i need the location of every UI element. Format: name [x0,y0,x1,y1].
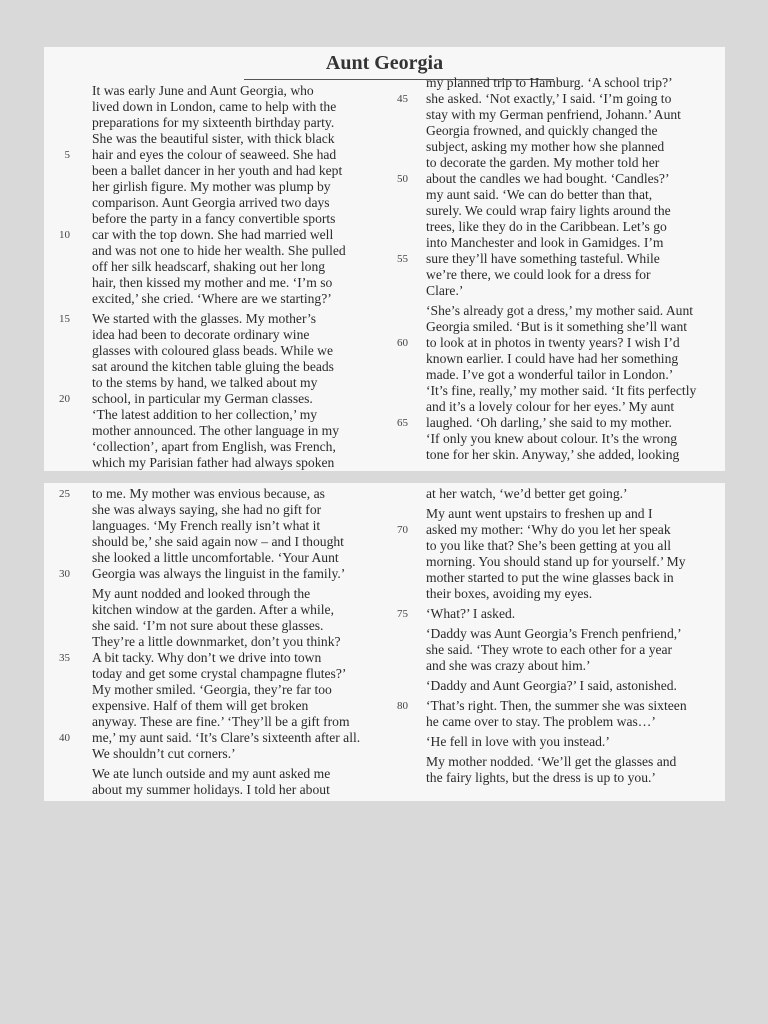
line-number: 45 [397,93,408,105]
text-line: to me. My mother was envious because, as [92,486,325,501]
line-number: 75 [397,608,408,620]
text-line: My mother smiled. ‘Georgia, they’re far too [92,682,332,697]
page-section-top [44,47,725,471]
text-line: she looked a little uncomfortable. ‘Your Aunt [92,550,339,565]
text-line: sat around the kitchen table gluing the beads [92,359,334,374]
text-line: lived down in London, came to help with the [92,99,337,114]
text-line: A bit tacky. Why don’t we drive into town [92,650,322,665]
text-line: mother started to put the wine glasses back in [426,570,674,585]
text-line: my planned trip to Hamburg. ‘A school trip?’ [426,75,673,90]
text-line: should be,’ she said again now – and I thought [92,534,344,549]
text-line: and it’s a lovely colour for her eyes.’ My aunt [426,399,675,414]
text-line: tone for her skin. Anyway,’ she added, looking [426,447,680,462]
text-line: he came over to stay. The problem was…’ [426,714,656,729]
text-line: me,’ my aunt said. ‘It’s Clare’s sixteenth after all. [92,730,361,745]
text-line: before the party in a fancy convertible sports [92,211,336,226]
text-line: at her watch, ‘we’d better get going.’ [426,486,628,501]
text-line: It was early June and Aunt Georgia, who [92,83,314,98]
page-section-bottom [44,483,725,801]
text-line: ‘Daddy and Aunt Georgia?’ I said, astonished. [426,678,677,693]
text-line: she was always saying, she had no gift for [92,502,322,517]
text-line: excited,’ she cried. ‘Where are we starting?’ [92,291,332,306]
line-number: 65 [397,417,408,429]
text-line: languages. ‘My French really isn’t what it [92,518,321,533]
text-line: about the candles we had bought. ‘Candles?’ [426,171,670,186]
text-line: and she was crazy about him.’ [426,658,591,673]
line-number: 20 [59,393,70,405]
text-line: My aunt nodded and looked through the [92,586,311,601]
text-line: ‘What?’ I asked. [426,606,516,621]
text-line: we’re there, we could look for a dress for [426,267,651,282]
text-line: We shouldn’t cut corners.’ [92,746,236,761]
line-number: 60 [397,337,408,349]
text-line: Clare.’ [426,283,464,298]
text-line: Georgia smiled. ‘But is it something she’ll want [426,319,688,334]
text-line: We ate lunch outside and my aunt asked me [92,766,331,781]
text-line: expensive. Half of them will get broken [92,698,309,713]
text-line: to you like that? She’s been getting at you all [426,538,672,553]
text-line: about my summer holidays. I told her about [92,782,330,797]
text-line: hair and eyes the colour of seaweed. She had [92,147,337,162]
line-number: 55 [397,253,408,265]
line-number: 70 [397,524,408,536]
line-number: 15 [59,313,70,325]
line-number: 25 [59,488,70,500]
text-line: kitchen window at the garden. After a while, [92,602,334,617]
text-line: ‘It’s fine, really,’ my mother said. ‘It fits perfectly [426,383,697,398]
text-line: Georgia was always the linguist in the family.’ [92,566,346,581]
text-line: ‘collection’, apart from English, was French, [92,439,336,454]
line-number: 35 [59,652,70,664]
text-line: to look at in photos in twenty years? I wish I’d [426,335,680,350]
text-line: which my Parisian father had always spoken [92,455,335,470]
text-line: my aunt said. ‘We can do better than that, [426,187,653,202]
text-line: We started with the glasses. My mother’s [92,311,317,326]
text-line: today and get some crystal champagne flutes?’ [92,666,347,681]
line-number: 40 [59,732,70,744]
text-line: school, in particular my German classes. [92,391,313,406]
text-line: her girlish figure. My mother was plump by [92,179,331,194]
text-line: subject, asking my mother how she planned [426,139,665,154]
text-line: to the stems by hand, we talked about my [92,375,318,390]
text-line: hair, then kissed my mother and me. ‘I’m so [92,275,333,290]
text-line: she said. ‘I’m not sure about these glasses. [92,618,324,633]
text-line: car with the top down. She had married well [92,227,334,242]
text-line: ‘She’s already got a dress,’ my mother said. Aunt [426,303,694,318]
text-line: laughed. ‘Oh darling,’ she said to my mother. [426,415,672,430]
text-line: My mother nodded. ‘We’ll get the glasses and [426,754,677,769]
page-title: Aunt Georgia [325,52,444,74]
text-line: the fairy lights, but the dress is up to you.’ [426,770,656,785]
text-line: comparison. Aunt Georgia arrived two days [92,195,330,210]
text-line: She was the beautiful sister, with thick black [92,131,335,146]
text-line: My aunt went upstairs to freshen up and I [426,506,653,521]
text-line: morning. You should stand up for yourself.’ My [426,554,686,569]
text-line: sure they’ll have something tasteful. While [426,251,660,266]
text-line: trees, like they do in the Caribbean. Let’s go [426,219,667,234]
text-line: surely. We could wrap fairy lights around the [426,203,671,218]
text-line: ‘That’s right. Then, the summer she was sixteen [426,698,687,713]
line-number: 5 [64,149,70,161]
text-line: she asked. ‘Not exactly,’ I said. ‘I’m going to [426,91,672,106]
text-line: glasses with coloured glass beads. While we [92,343,333,358]
line-number: 50 [397,173,408,185]
text-line: anyway. These are fine.’ ‘They’ll be a gift from [92,714,350,729]
text-line: she said. ‘They wrote to each other for a year [426,642,673,657]
text-line: Georgia frowned, and quickly changed the [426,123,658,138]
text-line: into Manchester and look in Gamidges. I’m [426,235,664,250]
text-line: made. I’ve got a wonderful tailor in London.’ [426,367,674,382]
text-line: mother announced. The other language in my [92,423,340,438]
text-line: asked my mother: ‘Why do you let her speak [426,522,671,537]
text-line: off her silk headscarf, shaking out her long [92,259,326,274]
text-line: preparations for my sixteenth birthday party. [92,115,335,130]
text-line: ‘Daddy was Aunt Georgia’s French penfriend,’ [426,626,682,641]
text-line: their boxes, avoiding my eyes. [426,586,593,601]
text-line: been a ballet dancer in her youth and had kept [92,163,343,178]
line-number: 10 [59,229,70,241]
text-line: stay with my German penfriend, Johann.’ Aunt [426,107,681,122]
text-line: ‘He fell in love with you instead.’ [426,734,610,749]
text-line: and was not one to hide her wealth. She pulled [92,243,346,258]
line-number: 30 [59,568,70,580]
line-number: 80 [397,700,408,712]
text-line: ‘If only you knew about colour. It’s the wrong [426,431,678,446]
text-line: to decorate the garden. My mother told her [426,155,660,170]
text-line: idea had been to decorate ordinary wine [92,327,310,342]
text-line: They’re a little downmarket, don’t you think? [92,634,341,649]
text-line: ‘The latest addition to her collection,’ my [92,407,318,422]
text-line: known earlier. I could have had her something [426,351,679,366]
